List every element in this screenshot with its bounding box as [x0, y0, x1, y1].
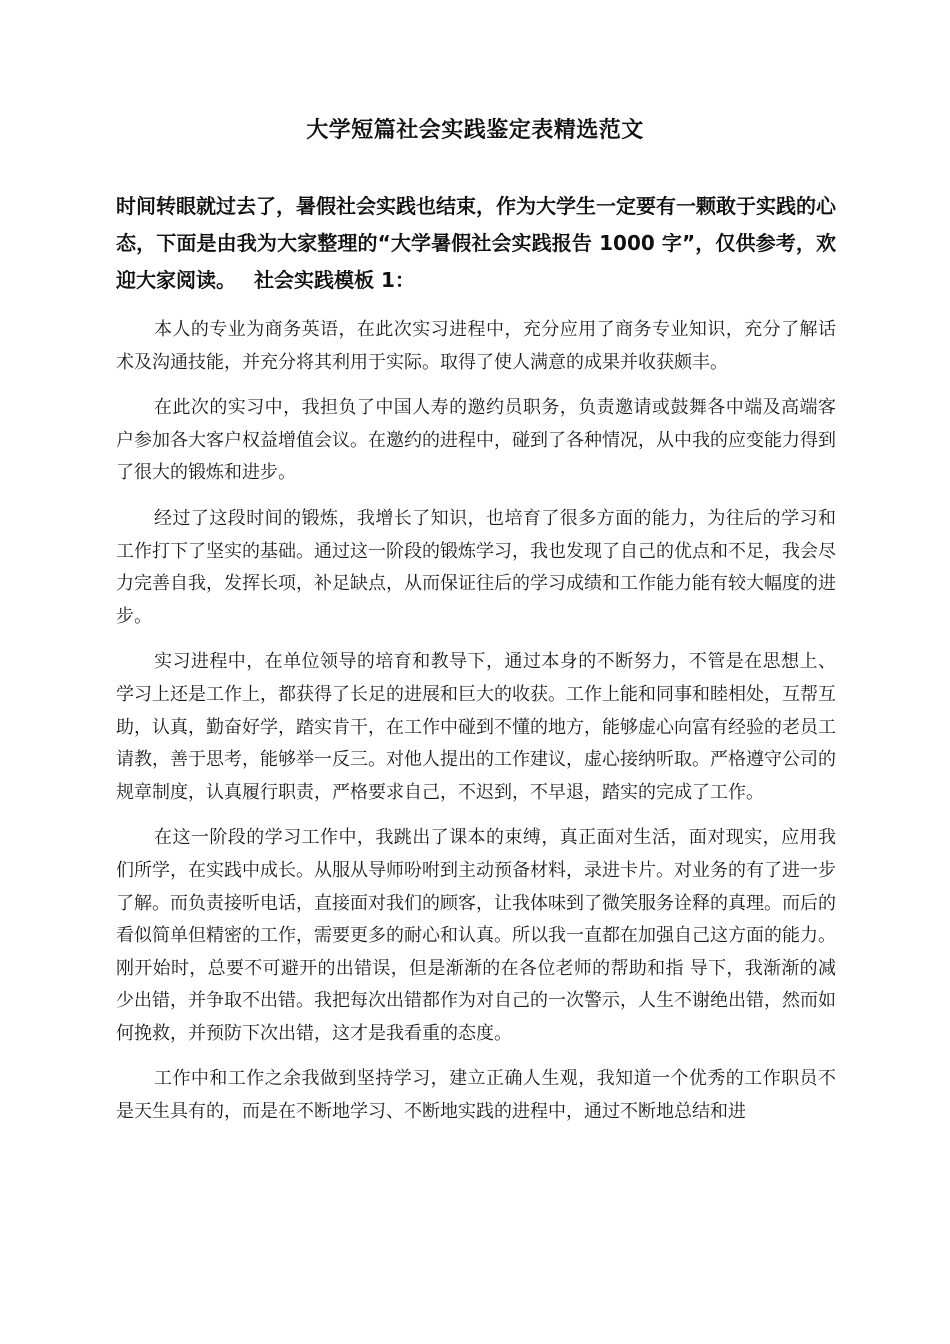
body-paragraph-4: 实习进程中，在单位领导的培育和教导下，通过本身的不断努力，不管是在思想上、学习上还是工作上，都获得了长足的进展和巨大的收获。工作上能和同事和睦相处，互帮互助，认真，勤奋好学，踏实肯干，在工作中碰到不懂的地方，能够虚心向富有经验的老员工请教，善于思考，能够举一反三。对他人提出的工作建议，虚心接纳听取。严格遵守公司的规章制度，认真履行职责，严格要求自己，不迟到，不早退，踏实的完成了工作。 [116, 651, 836, 803]
document-body [116, 314, 836, 1142]
body-paragraph-1: 本人的专业为商务英语，在此次实习进程中，充分应用了商务专业知识，充分了解话术及沟通技能，并充分将其利用于实际。取得了使人满意的成果并收获颇丰。 [116, 319, 836, 373]
document-title: 大学短篇社会实践鉴定表精选范文 [306, 118, 644, 143]
lead-paragraph [116, 188, 836, 299]
body-paragraph-3: 经过了这段时间的锻炼，我增长了知识，也培育了很多方面的能力，为往后的学习和工作打下了坚实的基础。通过这一阶段的锻炼学习，我也发现了自己的优点和不足，我会尽力完善自我，发挥长项，补足缺点，从而保证往后的学习成绩和工作能力能有较大幅度的进步。 [116, 507, 836, 627]
body-paragraph-5: 在这一阶段的学习工作中，我跳出了课本的束缚，真正面对生活，面对现实，应用我们所学，在实践中成长。从服从导师吩咐到主动预备材料，录进卡片。对业务的有了进一步了解。而负责接听电话，直接面对我们的顾客，让我体味到了微笑服务诠释的真理。而后的看似简单但精密的工作，需要更多的耐心和认真。所以我一直都在加强自己这方面的能力。刚开始时，总要不可避开的出错误，但是渐渐的在各位老师的帮助和指 导下，我渐渐的减少出错，并争取不出错。我把每次出错都作为对自己的一次警示，人生不谢绝出错，然而如何挽救，并预防下次出错，这才是我看重的态度。 [116, 827, 836, 1044]
template-label: 社会实践模板 1： [254, 268, 415, 292]
body-paragraph-2: 在此次的实习中，我担负了中国人寿的邀约员职务，负责邀请或鼓舞各中端及高端客户参加各大客户权益增值会议。在邀约的进程中，碰到了各种情况，从中我的应变能力得到了很大的锻炼和进步。 [116, 397, 836, 484]
body-paragraph-6: 工作中和工作之余我做到坚持学习，建立正确人生观，我知道一个优秀的工作职员不是天生具有的，而是在不断地学习、不断地实践的进程中，通过不断地总结和进 [116, 1068, 836, 1123]
lead-text: 时间转眼就过去了，暑假社会实践也结束，作为大学生一定要有一颗敢于实践的心态，下面是由我为大家整理的“大学暑假社会实践报告 1000 字”，仅供参考，欢迎大家阅读。 [116, 194, 836, 292]
